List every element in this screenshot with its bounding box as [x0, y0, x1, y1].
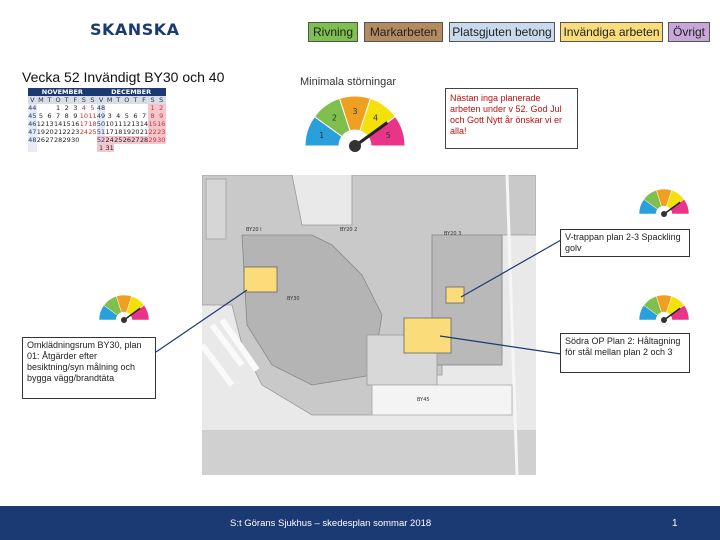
page-number: 1 — [672, 518, 678, 529]
skanska-logo: SKANSKA — [90, 20, 180, 39]
calendar-day: 19 — [36, 128, 46, 136]
calendar-day: 21 — [139, 128, 149, 136]
calendar-week-number: 50 — [96, 120, 106, 128]
calendar-day-header: T — [62, 96, 71, 104]
calendar-day-header: M — [38, 96, 44, 104]
calendar-day: 8 — [148, 112, 157, 120]
calendar-day: 25 — [88, 128, 97, 136]
calendar-day: 14 — [53, 120, 63, 128]
calendar-day: 29 — [148, 136, 157, 144]
calendar-day: 18 — [114, 128, 123, 136]
calendar-day-header: F — [140, 96, 149, 104]
stair-label: BY20 2 — [340, 227, 358, 233]
calendar-day: 13 — [45, 120, 54, 128]
calendar-day: 3 — [107, 112, 112, 120]
calendar-day: 9 — [73, 112, 78, 120]
calendar-day: 3 — [73, 104, 78, 112]
stair-label: BY20 I — [246, 227, 262, 233]
calendar-day: 12 — [122, 120, 131, 128]
gauge-segment-label: 5 — [385, 131, 391, 141]
legend-label: Platsgjuten betong — [452, 25, 552, 39]
calendar-day: 16 — [71, 120, 80, 128]
calendar-day: 23 — [157, 128, 166, 136]
calendar-day: 31 — [105, 144, 114, 152]
calendar-day: 5 — [38, 112, 43, 120]
calendar-week-number: 48 — [28, 136, 37, 144]
calendar-day: 11 — [88, 112, 97, 120]
calendar-day: 14 — [139, 120, 149, 128]
calendar-day: 17 — [79, 120, 88, 128]
calendar-day: 30 — [71, 136, 80, 144]
calendar-day: 22 — [148, 128, 157, 136]
calendar-day: 26 — [122, 136, 131, 144]
footer-title: S:t Görans Sjukhus – skedesplan sommar 2018 — [230, 518, 432, 529]
calendar-day: 4 — [81, 104, 86, 112]
legend-label: Rivning — [312, 25, 354, 39]
calendar-day: 24 — [79, 128, 88, 136]
calendar-week-number: 45 — [28, 112, 37, 120]
calendar-day-header: S — [88, 96, 97, 104]
calendar-day: 24 — [105, 136, 114, 144]
calendar-day: 15 — [148, 120, 157, 128]
calendar-day: 1 — [56, 104, 61, 112]
calendar-week-number: 46 — [28, 120, 37, 128]
calendar-day-header: S — [80, 96, 89, 104]
calendar-day: 11 — [114, 120, 123, 128]
calendar-day-header: S — [148, 96, 157, 104]
calendar-day-header: M — [106, 96, 113, 104]
calendar-day: 10 — [79, 112, 88, 120]
calendar-day: 8 — [64, 112, 69, 120]
calendar-day: 4 — [116, 112, 121, 120]
calendar-day: 19 — [122, 128, 131, 136]
gauge-title: Minimala störningar — [300, 76, 396, 88]
calendar-day: 27 — [45, 136, 54, 144]
calendar-week-number: 49 — [96, 112, 106, 120]
calendar-day: 26 — [36, 136, 46, 144]
callout-omkladningsrum: Omklädningsrum BY30, plan 01: Åtgärder efter besiktning/syn målning och bygga vägg/brandtäta — [22, 337, 156, 399]
calendar-week-number: 44 — [28, 104, 37, 112]
calendar-day-header: V — [28, 96, 37, 104]
calendar-week-number: 52 — [96, 136, 106, 144]
calendar-day: 5 — [124, 112, 129, 120]
calendar-day: 16 — [157, 120, 166, 128]
building-label: BY45 — [417, 397, 430, 403]
calendar-day-header: F — [71, 96, 80, 104]
calendar-day: 6 — [47, 112, 52, 120]
calendar-day: 28 — [53, 136, 63, 144]
calendar-month-december: DECEMBER — [97, 88, 166, 96]
calendar-day: 22 — [62, 128, 71, 136]
calendar-day: 21 — [53, 128, 63, 136]
calendar-week-number: 51 — [96, 128, 106, 136]
stair-label: BY20 3 — [444, 231, 462, 237]
callout-sodra-op: Södra OP Plan 2: Håltagning för stål mellan plan 2 och 3 — [560, 333, 690, 373]
gauge-segment-label: 2 — [331, 113, 337, 123]
page-title: Vecka 52 Invändigt BY30 och 40 — [22, 69, 225, 85]
callout-v-trappan: V-trappan plan 2-3 Spackling golv — [560, 229, 690, 257]
weekly-note: Nästan inga planerade arbeten under v 52. God Jul och Gott Nytt år önskar vi er alla! — [445, 88, 578, 149]
calendar-day: 1 — [148, 104, 157, 112]
calendar-day: 12 — [36, 120, 46, 128]
legend-label: Övrigt — [672, 25, 705, 39]
calendar-week-number: 47 — [28, 128, 37, 136]
gauge-segment-label: 4 — [373, 113, 379, 123]
calendar-day: 15 — [62, 120, 71, 128]
calendar-day: 20 — [45, 128, 54, 136]
calendar-day-header: T — [114, 96, 123, 104]
calendar-day: 27 — [131, 136, 140, 144]
calendar-day: 7 — [141, 112, 147, 120]
calendar-day-header: O — [124, 96, 130, 104]
calendar-day: 10 — [105, 120, 114, 128]
calendar-day-header: T — [45, 96, 54, 104]
calendar-day: 2 — [157, 104, 166, 112]
calendar-day: 28 — [139, 136, 149, 144]
calendar-day: 30 — [157, 136, 166, 144]
calendar-day: 5 — [90, 104, 95, 112]
calendar-day: 13 — [131, 120, 140, 128]
gauge-segment-label: 3 — [352, 107, 358, 116]
calendar-day: 23 — [71, 128, 80, 136]
calendar-day: 6 — [133, 112, 138, 120]
calendar-day: 17 — [105, 128, 114, 136]
calendar-day: 9 — [157, 112, 166, 120]
calendar-week-number: 48 — [96, 104, 106, 112]
calendar-day: 25 — [114, 136, 123, 144]
calendar-month-november: NOVEMBER — [28, 88, 97, 96]
calendar-day: 7 — [56, 112, 61, 120]
calendar-day-header: V — [97, 96, 106, 104]
gauge-segment-label: 1 — [319, 131, 325, 141]
calendar-day-header: T — [131, 96, 140, 104]
calendar-day: 20 — [131, 128, 140, 136]
legend-label: Invändiga arbeten — [563, 25, 660, 39]
calendar-day: 2 — [64, 104, 69, 112]
calendar-week-number: 1 — [97, 144, 106, 152]
building-label: BY30 — [287, 296, 300, 302]
calendar-day-header: O — [55, 96, 61, 104]
calendar-day: 18 — [88, 120, 97, 128]
calendar-day-header: S — [157, 96, 166, 104]
calendar-day: 29 — [62, 136, 71, 144]
legend-label: Markarbeten — [369, 25, 438, 39]
